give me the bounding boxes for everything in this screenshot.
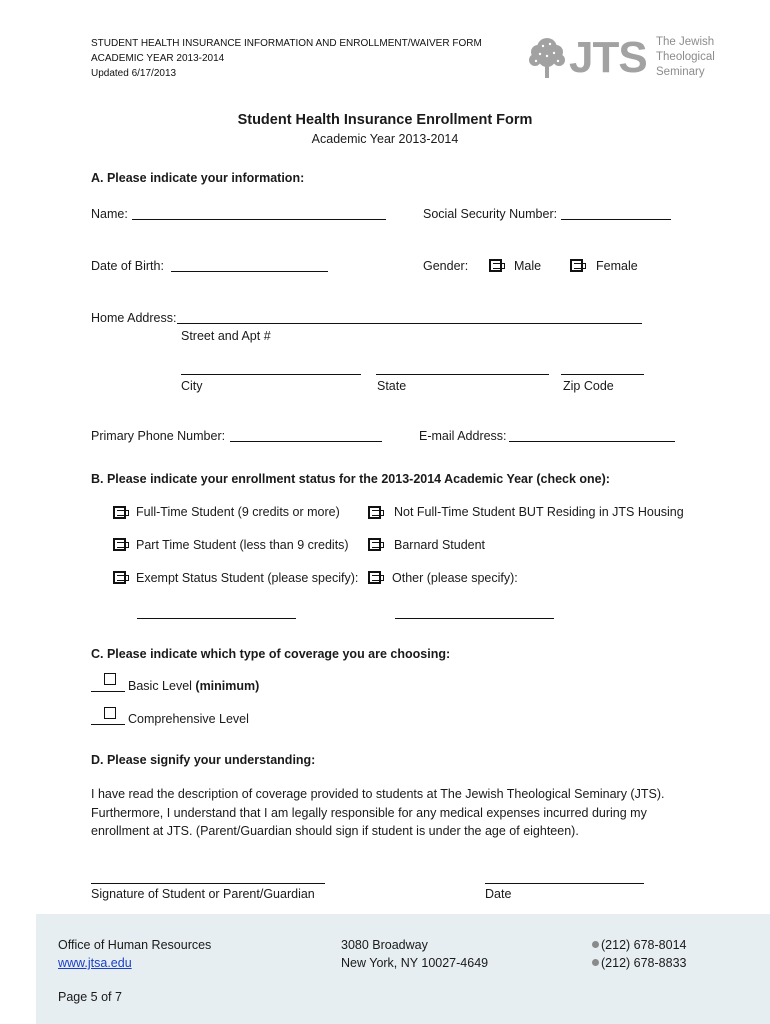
basic-level-blank (91, 691, 125, 692)
comprehensive-level-blank (91, 724, 125, 725)
street-field[interactable] (177, 323, 642, 324)
header-line-1: STUDENT HEALTH INSURANCE INFORMATION AND ENROLLMENT/WAIVER FORM (91, 38, 482, 49)
barnard-checkbox[interactable] (368, 538, 381, 551)
comprehensive-level-label: Comprehensive Level (128, 712, 249, 726)
basic-level-text: Basic Level (128, 679, 196, 693)
signature-field[interactable] (91, 883, 325, 884)
other-specify-field[interactable] (395, 618, 554, 619)
city-field[interactable] (181, 374, 361, 375)
not-full-time-housing-checkbox[interactable] (368, 506, 381, 519)
footer-address-2: New York, NY 10027-4649 (341, 956, 489, 970)
ssn-label: Social Security Number: (423, 207, 558, 221)
zip-field[interactable] (561, 374, 644, 375)
logo-line-1: The Jewish (656, 36, 715, 48)
female-label: Female (596, 259, 638, 273)
male-label: Male (514, 259, 542, 273)
basic-level-label (128, 679, 259, 693)
phone-label: Primary Phone Number: (91, 429, 226, 443)
female-checkbox[interactable] (570, 259, 583, 272)
footer-website-link[interactable]: www.jtsa.edu (58, 956, 132, 970)
phone-icon (592, 941, 599, 948)
date-field[interactable] (485, 883, 644, 884)
other-label: Other (please specify): (392, 571, 518, 585)
jts-logo (527, 34, 727, 82)
footer (36, 914, 770, 1024)
dob-label: Date of Birth: (91, 259, 164, 273)
full-time-checkbox[interactable] (113, 506, 126, 519)
other-checkbox[interactable] (368, 571, 381, 584)
header-line-3: Updated 6/17/2013 (91, 68, 177, 79)
exempt-label: Exempt Status Student (please specify): (136, 571, 359, 585)
logo-name (656, 35, 715, 80)
section-c-heading: C. Please indicate which type of coverage you are choosing: (91, 647, 451, 661)
basic-level-minimum: (minimum) (195, 679, 260, 693)
not-full-time-housing-label: Not Full-Time Student BUT Residing in JTS Housing (394, 505, 684, 519)
section-d-heading: D. Please signify your understanding: (91, 753, 316, 767)
phone-field[interactable] (230, 441, 382, 442)
footer-phone (592, 938, 686, 952)
exempt-checkbox[interactable] (113, 571, 126, 584)
fax-icon (592, 959, 599, 966)
comprehensive-level-checkbox[interactable] (104, 707, 116, 719)
name-field[interactable] (132, 219, 386, 220)
city-label: City (181, 379, 203, 393)
page-subtitle: Academic Year 2013-2014 (311, 132, 459, 146)
basic-level-checkbox[interactable] (104, 673, 116, 685)
exempt-specify-field[interactable] (137, 618, 296, 619)
footer-office: Office of Human Resources (58, 938, 212, 952)
name-label: Name: (91, 207, 128, 221)
section-a-heading: A. Please indicate your information: (91, 171, 305, 185)
understanding-paragraph: I have read the description of coverage provided to students at The Jewish Theological Seminary (JTS). Furthermore, I understand that I am legally responsible for any medical expenses incurred during my enrollment at JTS. (Parent/Guardian should sign if student is under the age of eighteen). (91, 787, 665, 838)
state-field[interactable] (376, 374, 549, 375)
logo-line-3: Seminary (656, 66, 705, 78)
logo-line-2: Theological (656, 51, 715, 63)
part-time-checkbox[interactable] (113, 538, 126, 551)
gender-label: Gender: (423, 259, 469, 273)
part-time-label: Part Time Student (less than 9 credits) (136, 538, 349, 552)
email-field[interactable] (509, 441, 675, 442)
tree-icon (527, 34, 567, 80)
footer-address-1: 3080 Broadway (341, 938, 428, 952)
section-b-heading: B. Please indicate your enrollment status for the 2013-2014 Academic Year (check one): (91, 472, 610, 486)
footer-phone-number: (212) 678-8014 (601, 938, 687, 952)
header-block (91, 36, 482, 81)
state-label: State (377, 379, 407, 393)
street-label: Street and Apt # (181, 329, 271, 343)
dob-field[interactable] (171, 271, 328, 272)
footer-fax (592, 956, 686, 970)
full-time-label: Full-Time Student (9 credits or more) (136, 505, 340, 519)
zip-label: Zip Code (563, 379, 614, 393)
page-title: Student Health Insurance Enrollment Form (237, 112, 533, 128)
address-label: Home Address: (91, 311, 177, 325)
header-line-2: ACADEMIC YEAR 2013-2014 (91, 53, 225, 64)
ssn-field[interactable] (561, 219, 671, 220)
date-label: Date (485, 887, 512, 901)
email-label: E-mail Address: (419, 429, 507, 443)
page-number: Page 5 of 7 (58, 990, 122, 1004)
male-checkbox[interactable] (489, 259, 502, 272)
logo-mark: JTS (569, 33, 647, 82)
footer-fax-number: (212) 678-8833 (601, 956, 687, 970)
barnard-label: Barnard Student (394, 538, 486, 552)
signature-label: Signature of Student or Parent/Guardian (91, 887, 315, 901)
